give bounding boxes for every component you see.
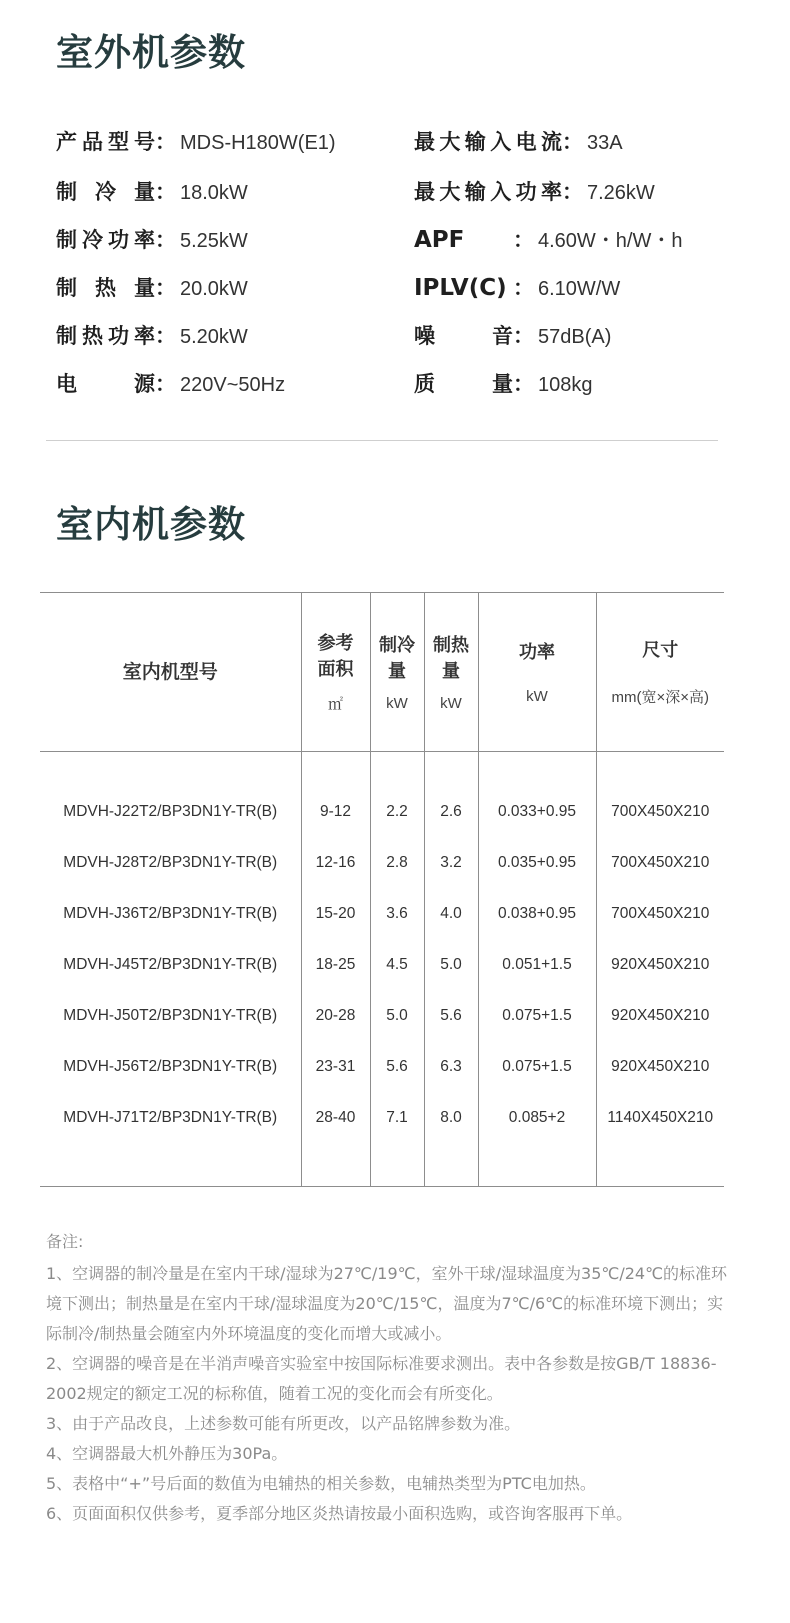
spec-label: 产品型号: [56, 130, 155, 154]
spec-value: 108kg: [538, 374, 593, 396]
section-divider: [46, 440, 718, 441]
spec-label: 最大输入电流: [414, 130, 562, 154]
header-heating-line2: 量: [442, 660, 460, 682]
cell-model: MDVH-J71T2/BP3DN1Y-TR(B): [40, 1092, 301, 1143]
cell-cooling: 2.2: [370, 786, 424, 837]
header-cooling: [370, 593, 424, 752]
header-model: [40, 593, 301, 752]
cell-heating: 5.6: [424, 990, 478, 1041]
cell-heating: 8.0: [424, 1092, 478, 1143]
table-row: [40, 786, 724, 837]
header-cooling-line2: 量: [388, 660, 406, 682]
cell-power: 0.051+1.5: [478, 939, 596, 990]
cell-heating: 6.3: [424, 1041, 478, 1092]
note-item: 3、由于产品改良，上述参数可能有所更改，以产品铭牌参数为准。: [46, 1414, 521, 1433]
spec-heating-power: [56, 320, 248, 352]
spec-colon: ：: [155, 276, 176, 300]
spec-colon: ：: [562, 180, 583, 204]
cell-model: MDVH-J56T2/BP3DN1Y-TR(B): [40, 1041, 301, 1092]
spec-cooling-power: [56, 224, 248, 256]
header-power-label: 功率: [519, 641, 555, 663]
cell-cooling: 3.6: [370, 888, 424, 939]
cell-area: 12-16: [301, 837, 370, 888]
cell-model: MDVH-J50T2/BP3DN1Y-TR(B): [40, 990, 301, 1041]
spec-label: 制冷量: [56, 180, 155, 204]
spec-apf: [414, 224, 682, 256]
cell-size: 700X450X210: [611, 802, 710, 820]
header-area: [301, 593, 370, 752]
spec-value: 18.0kW: [180, 182, 248, 204]
spec-value: 5.20kW: [180, 326, 248, 348]
header-area-line1: 参考: [317, 632, 354, 654]
header-heating: [424, 593, 478, 752]
spec-label: 制冷功率: [56, 228, 155, 252]
spec-value: 6.10W/W: [538, 278, 621, 300]
spec-label: 噪音: [414, 324, 513, 348]
spec-value: 5.25kW: [180, 230, 248, 252]
table-row: [40, 1092, 724, 1143]
outdoor-section-title: 室外机参数: [56, 31, 246, 74]
cell-heating: 5.0: [424, 939, 478, 990]
spec-iplv: [414, 272, 620, 304]
note-item: 1、空调器的制冷量是在室内干球/湿球为27℃/19℃，室外干球/湿球温度为35℃/24℃的标准环境下测出；制热量是在室内干球/湿球温度为20℃/15℃，温度为7℃/6℃的标准环境下测出；实际制冷/制热量会随室内外环境温度的变化而增大或减小。: [46, 1264, 728, 1343]
table-row: [40, 888, 724, 939]
header-model-label: 室内机型号: [122, 661, 218, 683]
spec-colon: ：: [513, 372, 534, 396]
spec-power-supply: [56, 368, 285, 400]
header-area-line2: 面积: [317, 658, 354, 680]
spec-colon: ：: [513, 324, 534, 348]
table-spacer-row: [40, 1143, 724, 1187]
spec-label: IPLV(C): [414, 275, 507, 301]
spec-value: 57dB(A): [538, 326, 612, 348]
cell-model: MDVH-J45T2/BP3DN1Y-TR(B): [40, 939, 301, 990]
table-row: [40, 939, 724, 990]
spec-max-current: [414, 126, 623, 158]
spec-noise: [414, 320, 611, 352]
spec-model: [56, 126, 336, 158]
cell-area: 23-31: [301, 1041, 370, 1092]
spec-label: 最大输入功率: [414, 180, 562, 204]
cell-area: 15-20: [301, 888, 370, 939]
cell-cooling: 5.0: [370, 990, 424, 1041]
spec-weight: [414, 368, 593, 400]
spec-value: 4.60W・h/W・h: [538, 230, 683, 252]
cell-power: 0.085+2: [478, 1092, 596, 1143]
cell-model: MDVH-J36T2/BP3DN1Y-TR(B): [40, 888, 301, 939]
note-item: 5、表格中“+”号后面的数值为电辅热的相关参数，电辅热类型为PTC电加热。: [46, 1474, 596, 1493]
header-cooling-unit: kW: [386, 694, 408, 712]
notes-section: [46, 1227, 736, 1529]
cell-heating: 2.6: [424, 786, 478, 837]
indoor-spec-table: [40, 592, 724, 1187]
spec-colon: ：: [513, 228, 534, 252]
spec-colon: ：: [562, 130, 583, 154]
spec-colon: ：: [155, 372, 176, 396]
spec-label: 电源: [56, 372, 155, 396]
spec-colon: ：: [155, 130, 176, 154]
table-row: [40, 990, 724, 1041]
cell-size: 700X450X210: [611, 904, 710, 922]
cell-power: 0.038+0.95: [478, 888, 596, 939]
spec-value: MDS-H180W(E1): [180, 132, 336, 154]
cell-cooling: 7.1: [370, 1092, 424, 1143]
spec-colon: ：: [513, 276, 534, 300]
cell-power: 0.035+0.95: [478, 837, 596, 888]
header-size: [596, 593, 724, 752]
spec-label: 质量: [414, 372, 513, 396]
spec-value: 7.26kW: [587, 182, 655, 204]
cell-size: 700X450X210: [611, 853, 710, 871]
cell-power: 0.033+0.95: [478, 786, 596, 837]
header-size-unit: mm(宽×深×高): [611, 688, 709, 706]
spec-value: 20.0kW: [180, 278, 248, 300]
cell-area: 20-28: [301, 990, 370, 1041]
spec-cooling-capacity: [56, 176, 248, 208]
header-cooling-line1: 制冷: [379, 634, 415, 656]
header-power-unit: kW: [526, 687, 548, 705]
spec-colon: ：: [155, 228, 176, 252]
header-size-label: 尺寸: [642, 639, 679, 661]
header-heating-unit: kW: [440, 694, 462, 712]
cell-size: 1140X450X210: [607, 1108, 714, 1126]
spec-value: 220V~50Hz: [180, 374, 286, 396]
cell-cooling: 5.6: [370, 1041, 424, 1092]
cell-power: 0.075+1.5: [478, 1041, 596, 1092]
cell-model: MDVH-J22T2/BP3DN1Y-TR(B): [40, 786, 301, 837]
header-power: [478, 593, 596, 752]
cell-power: 0.075+1.5: [478, 990, 596, 1041]
table-spacer-row: [40, 752, 724, 787]
table-row: [40, 837, 724, 888]
cell-area: 9-12: [301, 786, 370, 837]
indoor-section-title: 室内机参数: [56, 503, 246, 546]
spec-heating-capacity: [56, 272, 248, 304]
notes-heading: 备注:: [46, 1232, 84, 1251]
note-item: 6、页面面积仅供参考，夏季部分地区炎热请按最小面积选购，或咨询客服再下单。: [46, 1504, 633, 1523]
header-area-unit: ㎡: [327, 695, 343, 713]
spec-colon: ：: [155, 324, 176, 348]
cell-model: MDVH-J28T2/BP3DN1Y-TR(B): [40, 837, 301, 888]
header-heating-line1: 制热: [433, 634, 469, 656]
cell-heating: 3.2: [424, 837, 478, 888]
cell-area: 28-40: [301, 1092, 370, 1143]
spec-label: APF: [414, 227, 465, 253]
table-header-row: [40, 593, 724, 752]
cell-heating: 4.0: [424, 888, 478, 939]
table-row: [40, 1041, 724, 1092]
spec-value: 33A: [587, 132, 623, 154]
spec-label: 制热功率: [56, 324, 155, 348]
cell-area: 18-25: [301, 939, 370, 990]
note-item: 2、空调器的噪音是在半消声噪音实验室中按国际标准要求测出。表中各参数是按GB/T 18836-2002规定的额定工况的标称值，随着工况的变化而会有所变化。: [46, 1354, 717, 1403]
cell-size: 920X450X210: [611, 1006, 710, 1024]
spec-max-power: [414, 176, 655, 208]
cell-size: 920X450X210: [611, 1057, 710, 1075]
spec-label: 制热量: [56, 276, 155, 300]
spec-colon: ：: [155, 180, 176, 204]
cell-cooling: 4.5: [370, 939, 424, 990]
cell-size: 920X450X210: [611, 955, 710, 973]
cell-cooling: 2.8: [370, 837, 424, 888]
note-item: 4、空调器最大机外静压为30Pa。: [46, 1444, 288, 1463]
